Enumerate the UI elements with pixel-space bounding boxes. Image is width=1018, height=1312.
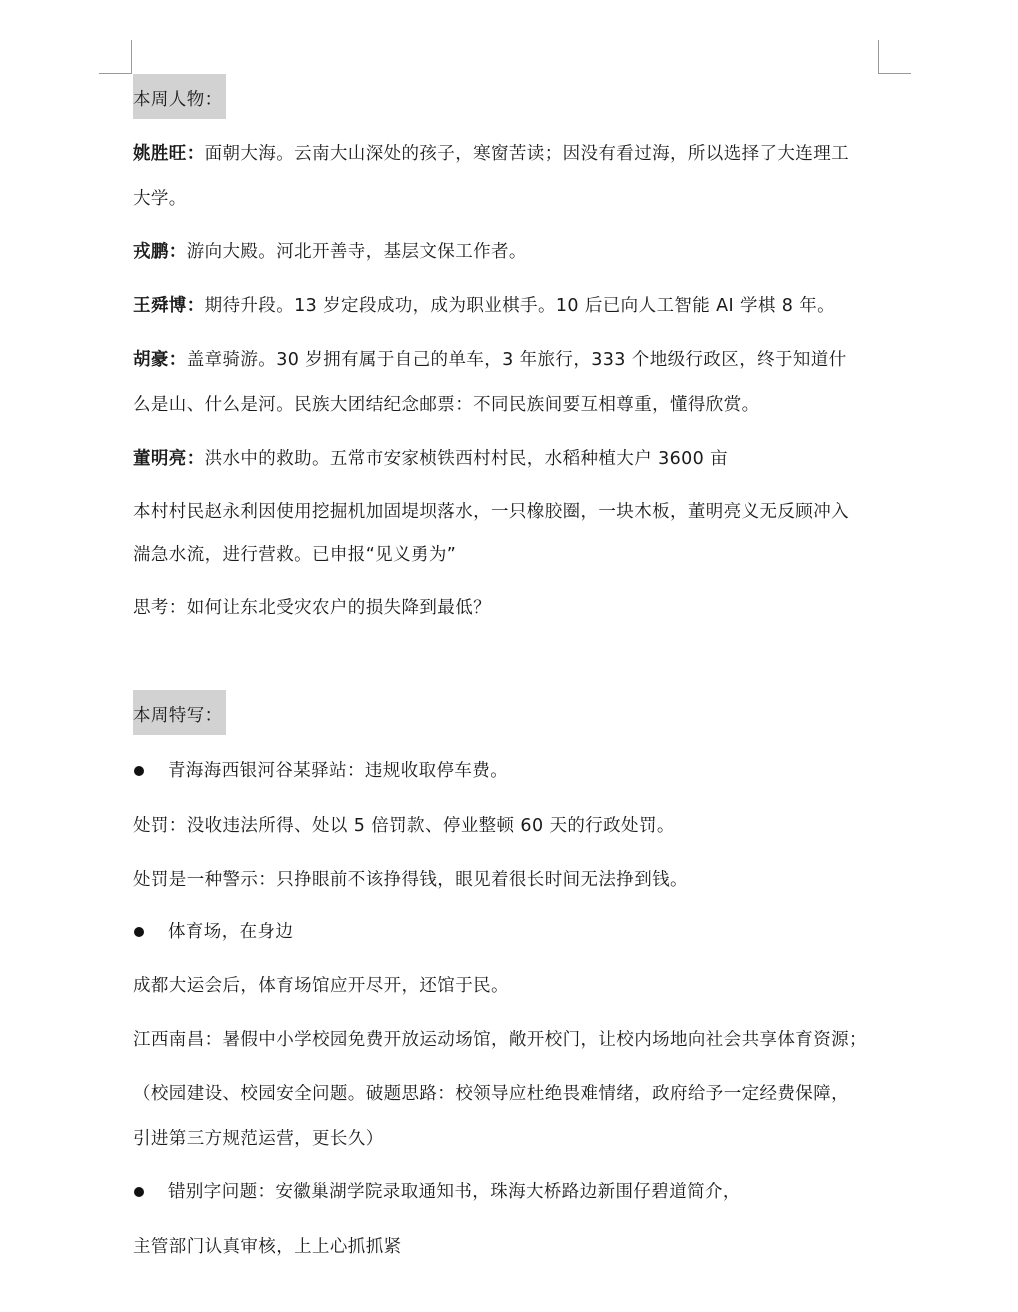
paragraph-dong: 董明亮：洪水中的救助。五常市安家桢铁西村村民，水稻种植大户 3600 亩 bbox=[133, 449, 729, 469]
person-name: 戎鹏： bbox=[133, 242, 187, 262]
paragraph-nanchang: 江西南昌：暑假中小学校园免费开放运动场馆，敞开校门，让校内场地向社会共享体育资源； bbox=[133, 1030, 867, 1050]
paragraph-yao: 姚胜旺：面朝大海。云南大山深处的孩子，寒窗苦读；因没有看过海，所以选择了大连理工 bbox=[133, 144, 850, 164]
bullet-item-parking: 青海海西银河谷某驿站：违规收取停车费。 bbox=[168, 761, 509, 781]
section-heading-people: 本周人物： bbox=[133, 90, 226, 110]
crop-mark-right-vertical bbox=[878, 40, 879, 74]
paragraph-wang: 王舜博：期待升段。13 岁定段成功，成为职业棋手。10 后已向人工智能 AI 学棋 8 年。 bbox=[133, 296, 836, 316]
paragraph-penalty: 处罚：没收违法所得、处以 5 倍罚款、停业整顿 60 天的行政处罚。 bbox=[133, 816, 675, 836]
paragraph-hu: 胡豪：盖章骑游。30 岁拥有属于自己的单车，3 年旅行，333 个地级行政区，终于知道什 bbox=[133, 350, 847, 370]
paragraph-review: 主管部门认真审核，上上心抓抓紧 bbox=[133, 1237, 402, 1257]
paragraph-chengdu: 成都大运会后，体育场馆应开尽开，还馆于民。 bbox=[133, 976, 509, 996]
person-name: 王舜博： bbox=[133, 296, 205, 316]
bullet-dot bbox=[134, 1187, 144, 1197]
paragraph-warning: 处罚是一种警示：只挣眼前不该挣得钱，眼见着很长时间无法挣到钱。 bbox=[133, 870, 688, 890]
section-heading-features: 本周特写： bbox=[133, 706, 226, 726]
crop-mark-left-vertical bbox=[131, 40, 132, 74]
bullet-item-typos: 错别字问题：安徽巢湖学院录取通知书，珠海大桥路边新围仔碧道简介， bbox=[168, 1182, 741, 1202]
paragraph-hu-cont: 么是山、什么是河。民族大团结纪念邮票：不同民族间要互相尊重，懂得欣赏。 bbox=[133, 395, 760, 415]
paragraph-rescue-cont: 湍急水流，进行营救。已申报“见义勇为” bbox=[133, 545, 457, 565]
bullet-dot bbox=[134, 766, 144, 776]
crop-mark-left-horizontal bbox=[99, 73, 132, 74]
paragraph-campus: （校园建设、校园安全问题。破题思路：校领导应杜绝畏难情绪，政府给予一定经费保障， bbox=[133, 1084, 849, 1104]
person-name: 董明亮： bbox=[133, 449, 205, 469]
paragraph-rescue: 本村村民赵永利因使用挖掘机加固堤坝落水，一只橡胶圈，一块木板，董明亮义无反顾冲入 bbox=[133, 502, 849, 522]
paragraph-campus-cont: 引进第三方规范运营，更长久） bbox=[133, 1129, 384, 1149]
bullet-item-stadium: 体育场，在身边 bbox=[168, 922, 294, 942]
person-name: 胡豪： bbox=[133, 350, 187, 370]
person-name: 姚胜旺： bbox=[133, 144, 205, 164]
paragraph-rong: 戎鹏：游向大殿。河北开善寺，基层文保工作者。 bbox=[133, 242, 527, 262]
bullet-dot bbox=[134, 927, 144, 937]
paragraph-yao-cont: 大学。 bbox=[133, 189, 187, 209]
crop-mark-right-horizontal bbox=[878, 73, 911, 74]
paragraph-thinking: 思考：如何让东北受灾农户的损失降到最低？ bbox=[133, 598, 491, 618]
